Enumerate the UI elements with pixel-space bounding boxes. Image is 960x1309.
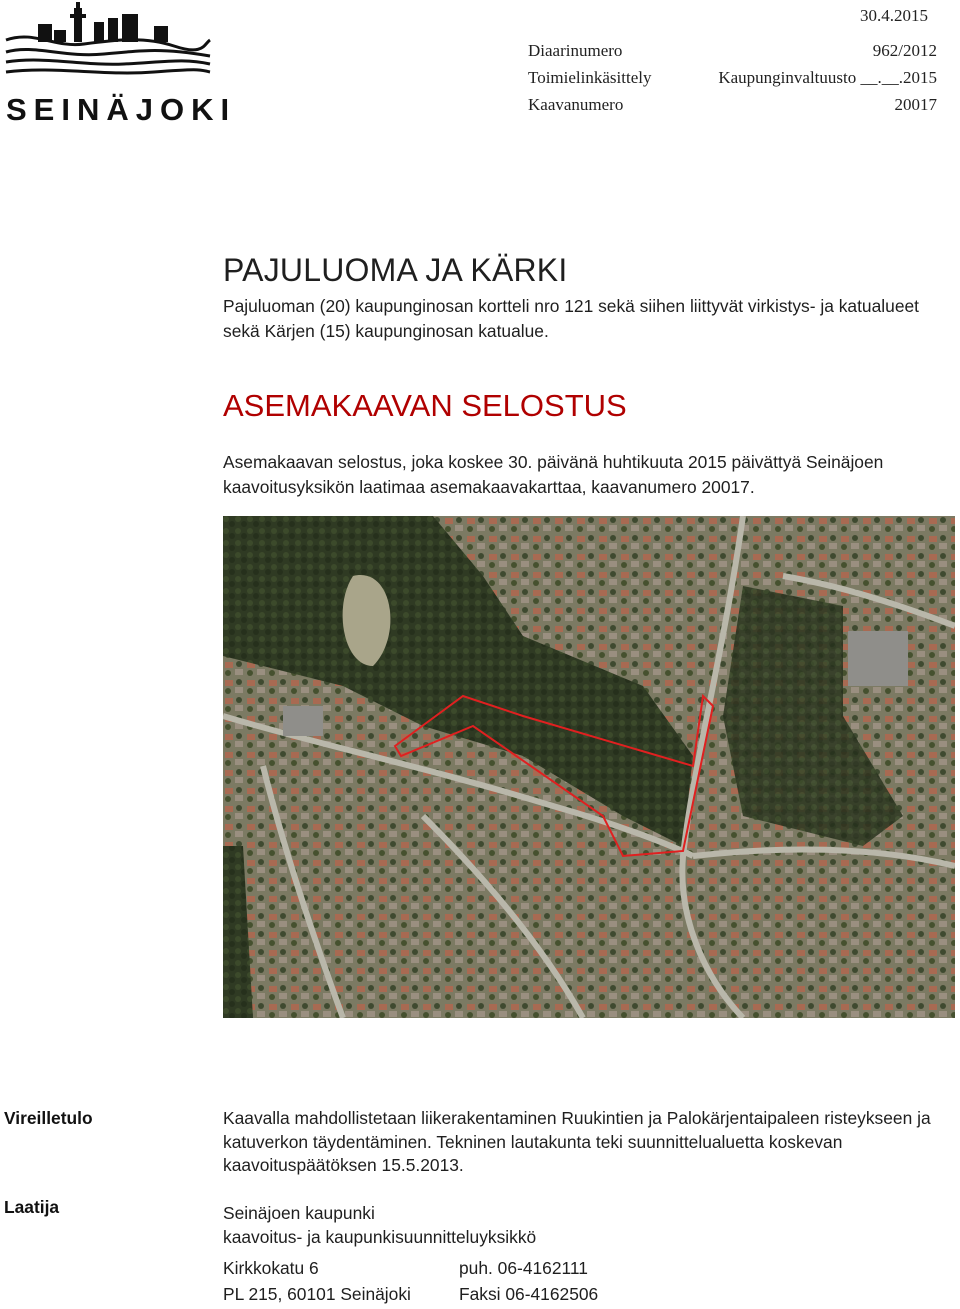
- document-heading: ASEMAKAAVAN SELOSTUS: [223, 388, 627, 423]
- section-text-vireilletulo: Kaavalla mahdollistetaan liikerakentaminen Ruukintien ja Palokärjentaipaleen risteykseen ja katuverkon täydentäminen. Tekninen lautakunta teki suunnittelualuetta koskevan kaavoituspäätöksen 15.5.2013.: [223, 1108, 931, 1175]
- document-title: PAJULUOMA JA KÄRKI: [223, 252, 568, 288]
- laatija-unit: kaavoitus- ja kaupunkisuunnitteluyksikkö: [223, 1227, 537, 1247]
- meta-value-toimielinkasittely: Kaupunginvaltuusto __.__.2015: [718, 68, 937, 87]
- section-label-laatija: Laatija: [4, 1197, 60, 1217]
- document-intro: Asemakaavan selostus, joka koskee 30. päivänä huhtikuuta 2015 päivättyä Seinäjoen kaavoitusyksikön laatimaa asemakaavakarttaa, kaavanumero 20017.: [223, 452, 884, 497]
- laatija-street-address: Kirkkokatu 6: [223, 1258, 319, 1278]
- meta-value-kaavanumero: 20017: [894, 95, 937, 114]
- laatija-org: Seinäjoen kaupunki: [223, 1203, 375, 1223]
- aerial-map: [223, 516, 955, 1018]
- laatija-fax: Faksi 06-4162506: [459, 1284, 599, 1304]
- city-skyline-icon: [4, 0, 212, 92]
- document-subtitle: Pajuluoman (20) kaupunginosan kortteli nro 121 sekä siihen liittyvät virkistys- ja katualueet sekä Kärjen (15) kaupunginosan katualue.: [223, 296, 919, 341]
- section-label-vireilletulo: Vireilletulo: [4, 1108, 93, 1128]
- meta-value-diaarinumero: 962/2012: [872, 41, 937, 60]
- city-logo: [4, 0, 237, 128]
- document-date: 30.4.2015: [860, 6, 928, 25]
- meta-label-kaavanumero: Kaavanumero: [528, 95, 624, 114]
- meta-label-diaarinumero: Diaarinumero: [528, 41, 623, 60]
- laatija-phone: puh. 06-4162111: [459, 1258, 588, 1278]
- logo-wordmark: SEINÄJOKI: [6, 92, 237, 127]
- aerial-photo: [223, 516, 955, 1018]
- laatija-postal-address: PL 215, 60101 Seinäjoki: [223, 1284, 411, 1304]
- meta-label-toimielinkasittely: Toimielinkäsittely: [528, 68, 652, 87]
